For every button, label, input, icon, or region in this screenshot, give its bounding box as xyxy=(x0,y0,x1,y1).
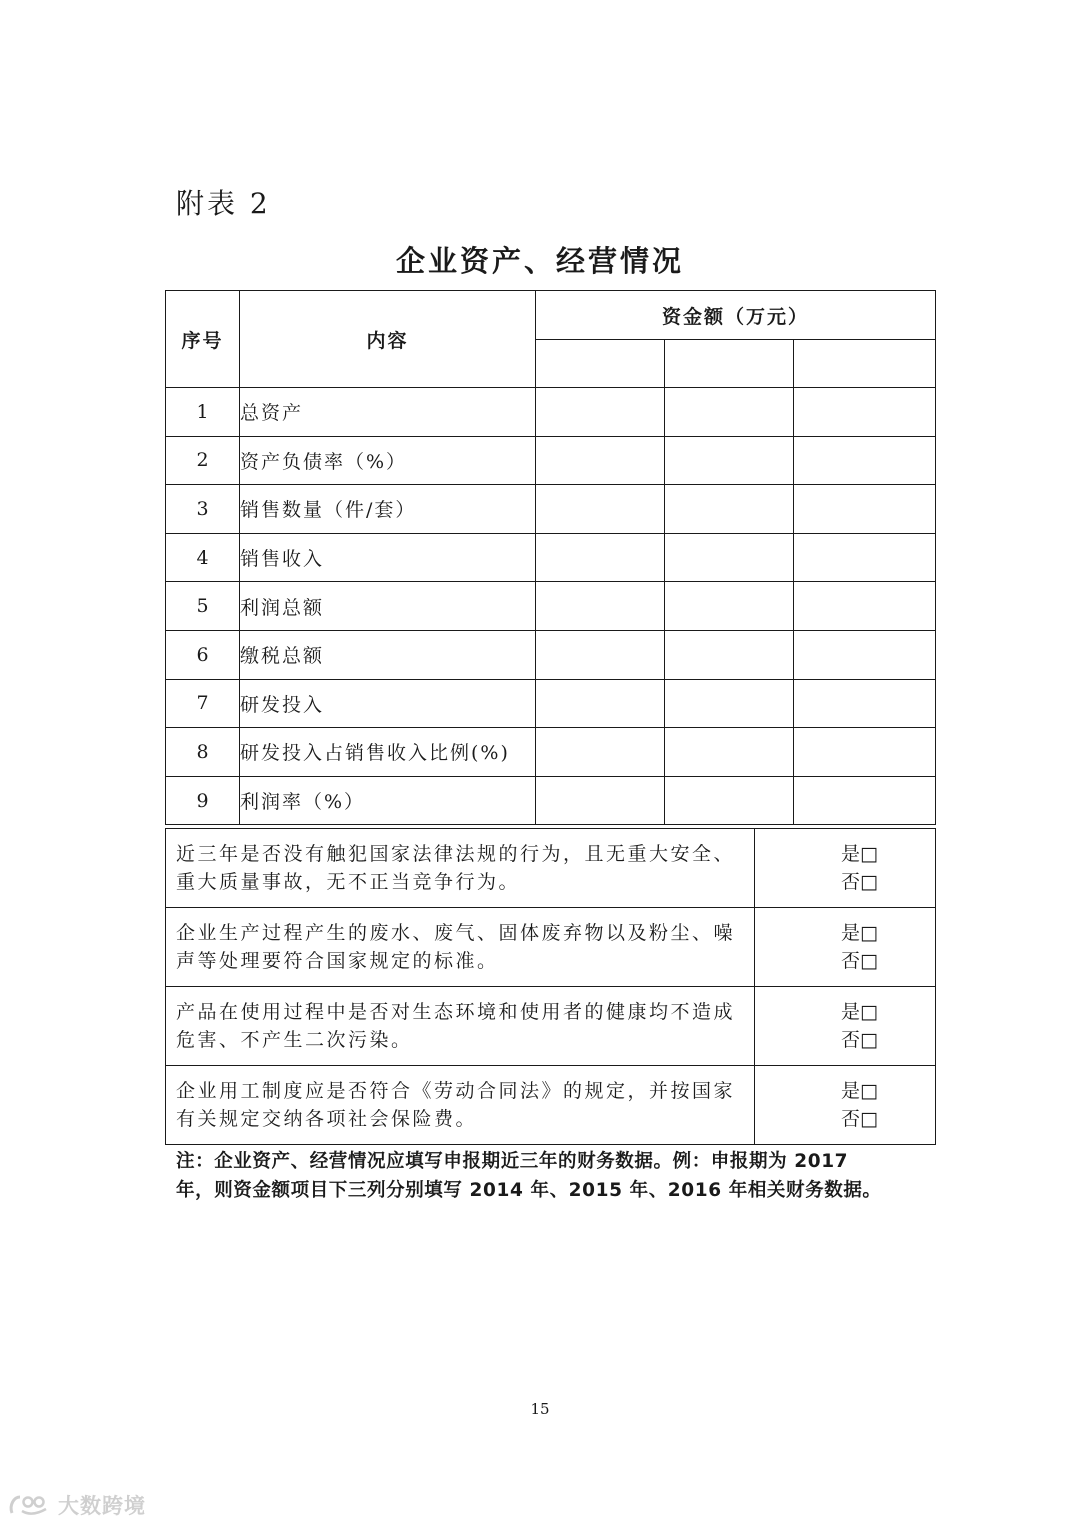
amount-cell[interactable] xyxy=(665,533,794,582)
yes-checkbox[interactable]: 是□ xyxy=(841,1001,878,1023)
compliance-question xyxy=(166,1066,755,1145)
no-checkbox[interactable]: 否□ xyxy=(841,950,878,972)
compliance-table xyxy=(165,828,936,1145)
appendix-label: 附表 2 xyxy=(176,187,271,220)
compliance-row xyxy=(166,987,936,1066)
row-seq: 9 xyxy=(166,776,240,825)
year-column-1-header[interactable] xyxy=(536,340,665,388)
question-line: 有关规定交纳各项社会保险费。 xyxy=(176,1108,478,1130)
page-number: 15 xyxy=(530,1400,550,1418)
document-title: 企业资产、经营情况 xyxy=(395,244,684,278)
table-row xyxy=(166,728,936,777)
yes-no-options xyxy=(755,908,936,987)
amount-cell[interactable] xyxy=(536,776,665,825)
no-checkbox[interactable]: 否□ xyxy=(841,1029,878,1051)
question-line: 声等处理要符合国家规定的标准。 xyxy=(176,950,499,972)
question-line: 危害、不产生二次污染。 xyxy=(176,1029,413,1051)
row-content: 总资产 xyxy=(240,388,536,437)
table-row xyxy=(166,485,936,534)
row-seq: 2 xyxy=(166,436,240,485)
footnote-line: 注：企业资产、经营情况应填写申报期近三年的财务数据。例：申报期为 2017 xyxy=(176,1151,849,1172)
amount-cell[interactable] xyxy=(536,485,665,534)
year-column-3-header[interactable] xyxy=(794,340,936,388)
yes-checkbox[interactable]: 是□ xyxy=(841,1080,878,1102)
watermark-logo-icon xyxy=(8,1493,52,1517)
row-seq: 6 xyxy=(166,630,240,679)
footnote-line: 年，则资金额项目下三列分别填写 2014 年、2015 年、2016 年相关财务数据。 xyxy=(176,1180,882,1201)
amount-cell[interactable] xyxy=(794,582,936,631)
row-content: 研发投入 xyxy=(240,679,536,728)
amount-cell[interactable] xyxy=(794,533,936,582)
row-seq: 3 xyxy=(166,485,240,534)
amount-cell[interactable] xyxy=(794,388,936,437)
no-checkbox[interactable]: 否□ xyxy=(841,1108,878,1130)
compliance-row xyxy=(166,908,936,987)
table-row xyxy=(166,436,936,485)
question-line: 重大质量事故，无不正当竞争行为。 xyxy=(176,871,521,893)
amount-cell[interactable] xyxy=(665,679,794,728)
question-line: 企业用工制度应是否符合《劳动合同法》的规定，并按国家 xyxy=(176,1080,736,1102)
watermark-text: 大数跨境 xyxy=(58,1494,146,1518)
row-content: 销售数量（件/套） xyxy=(240,485,536,534)
amount-cell[interactable] xyxy=(536,728,665,777)
question-line: 产品在使用过程中是否对生态环境和使用者的健康均不造成 xyxy=(176,1001,736,1023)
yes-checkbox[interactable]: 是□ xyxy=(841,843,878,865)
table-row xyxy=(166,630,936,679)
row-content: 销售收入 xyxy=(240,533,536,582)
compliance-question xyxy=(166,829,755,908)
amount-cell[interactable] xyxy=(665,630,794,679)
compliance-question xyxy=(166,908,755,987)
amount-cell[interactable] xyxy=(794,776,936,825)
row-seq: 7 xyxy=(166,679,240,728)
amount-cell[interactable] xyxy=(665,388,794,437)
compliance-question xyxy=(166,987,755,1066)
row-content: 缴税总额 xyxy=(240,630,536,679)
amount-cell[interactable] xyxy=(794,436,936,485)
row-content: 利润率（%） xyxy=(240,776,536,825)
table-header-row xyxy=(166,291,936,340)
row-seq: 5 xyxy=(166,582,240,631)
yes-no-options xyxy=(755,987,936,1066)
table-row xyxy=(166,679,936,728)
yes-no-options xyxy=(755,1066,936,1145)
row-content: 研发投入占销售收入比例(%) xyxy=(240,728,536,777)
table-row xyxy=(166,776,936,825)
table-row xyxy=(166,582,936,631)
yes-checkbox[interactable]: 是□ xyxy=(841,922,878,944)
table-row xyxy=(166,533,936,582)
amount-cell[interactable] xyxy=(794,485,936,534)
row-content: 资产负债率（%） xyxy=(240,436,536,485)
row-seq: 8 xyxy=(166,728,240,777)
amount-cell[interactable] xyxy=(665,582,794,631)
row-seq: 1 xyxy=(166,388,240,437)
year-column-2-header[interactable] xyxy=(665,340,794,388)
no-checkbox[interactable]: 否□ xyxy=(841,871,878,893)
amount-cell[interactable] xyxy=(794,679,936,728)
amount-cell[interactable] xyxy=(665,436,794,485)
row-content: 利润总额 xyxy=(240,582,536,631)
amount-cell[interactable] xyxy=(794,630,936,679)
amount-cell[interactable] xyxy=(536,630,665,679)
question-line: 近三年是否没有触犯国家法律法规的行为，且无重大安全、 xyxy=(176,843,736,865)
yes-no-options xyxy=(755,829,936,908)
row-seq: 4 xyxy=(166,533,240,582)
amount-cell[interactable] xyxy=(794,728,936,777)
header-content: 内容 xyxy=(240,291,536,388)
compliance-row xyxy=(166,829,936,908)
amount-cell[interactable] xyxy=(536,679,665,728)
amount-cell[interactable] xyxy=(536,388,665,437)
financial-table xyxy=(165,290,936,825)
amount-cell[interactable] xyxy=(665,485,794,534)
header-seq: 序号 xyxy=(166,291,240,388)
amount-cell[interactable] xyxy=(665,728,794,777)
header-amount: 资金额（万元） xyxy=(536,291,936,340)
compliance-row xyxy=(166,1066,936,1145)
table-row xyxy=(166,388,936,437)
question-line: 企业生产过程产生的废水、废气、固体废弃物以及粉尘、噪 xyxy=(176,922,736,944)
watermark xyxy=(8,1490,146,1520)
amount-cell[interactable] xyxy=(536,533,665,582)
amount-cell[interactable] xyxy=(665,776,794,825)
amount-cell[interactable] xyxy=(536,582,665,631)
amount-cell[interactable] xyxy=(536,436,665,485)
footnote xyxy=(176,1147,916,1205)
